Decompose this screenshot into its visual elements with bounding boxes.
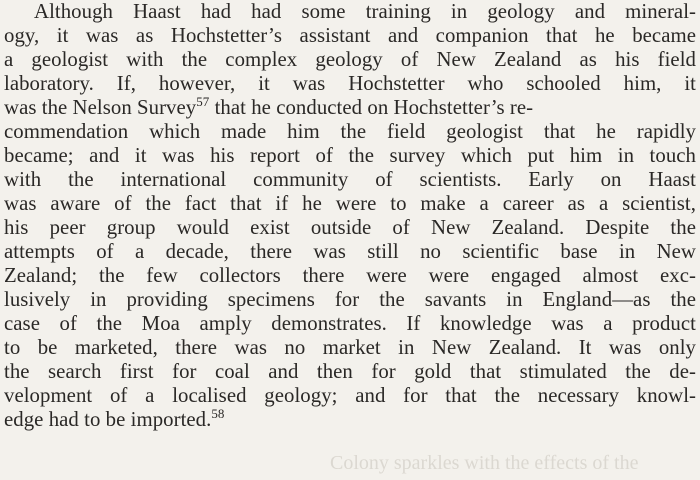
text-line: case of the Moa amply demonstrates. If knowledge was a product xyxy=(4,312,696,335)
text-line: the search first for coal and then for gold that stimulated the de- xyxy=(4,360,696,383)
text-line: was aware of the fact that if he were to make a career as a scientist, xyxy=(4,192,696,215)
text-line: Although Haast had had some training in geology and mineral- xyxy=(34,0,696,23)
text-line: velopment of a localised geology; and for that the necessary knowl- xyxy=(4,384,696,407)
text-line: lusively in providing specimens for the savants in England—as the xyxy=(4,288,696,311)
text-line: a geologist with the complex geology of New Zealand as his field xyxy=(4,48,696,71)
text-line-with-footnote xyxy=(4,96,696,120)
bleed-through-text: Colony sparkles with the effects of the xyxy=(330,452,639,474)
footnote-marker-57[interactable]: 57 xyxy=(196,94,210,109)
text-segment: edge had to be imported. xyxy=(4,408,212,431)
text-line: to be marketed, there was no market in New Zealand. It was only xyxy=(4,336,696,359)
text-line: his peer group would exist outside of New Zealand. Despite the xyxy=(4,216,696,239)
text-segment: that he conducted on Hochstetter’s re- xyxy=(214,96,534,119)
text-line-with-footnote xyxy=(4,408,696,432)
footnote-marker-58[interactable]: 58 xyxy=(211,406,225,421)
text-segment: was the Nelson Survey xyxy=(4,96,197,119)
text-line: Zealand; the few collectors there were were engaged almost exc- xyxy=(4,264,696,287)
text-line: ogy, it was as Hochstetter’s assistant and companion that he became xyxy=(4,24,696,47)
text-line: laboratory. If, however, it was Hochstetter who schooled him, it xyxy=(4,72,696,95)
text-line: commendation which made him the field geologist that he rapidly xyxy=(4,120,696,143)
text-line: became; and it was his report of the survey which put him in touch xyxy=(4,144,696,167)
text-line: attempts of a decade, there was still no scientific base in New xyxy=(4,240,696,263)
text-line: with the international community of scientists. Early on Haast xyxy=(4,168,696,191)
